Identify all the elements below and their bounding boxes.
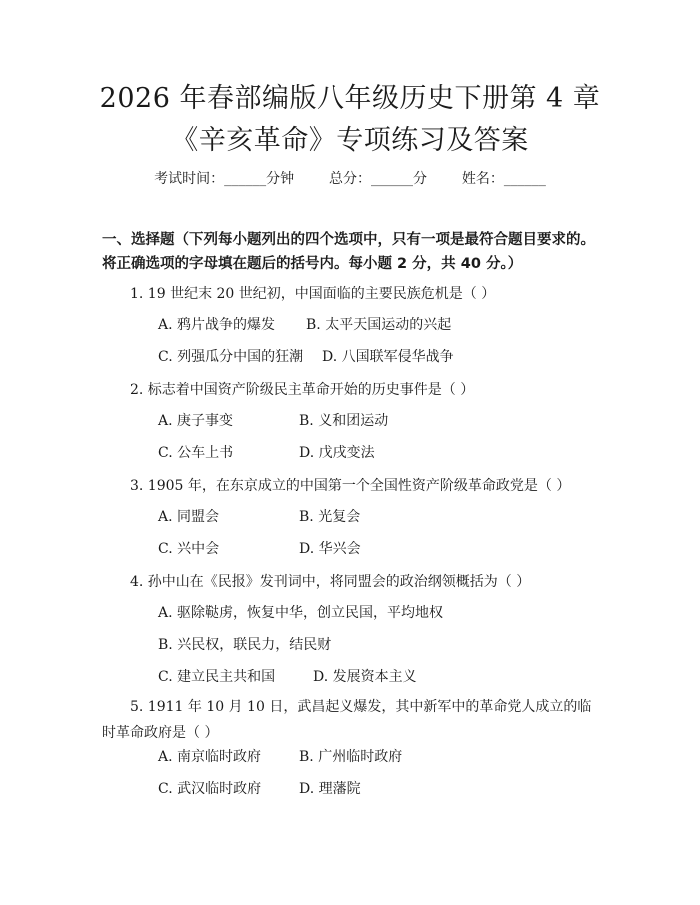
question-3-option-a: A. 同盟会 xyxy=(158,509,220,525)
question-4: 4. 孙中山在《民报》发刊词中，将同盟会的政治纲领概括为（ ） xyxy=(130,574,531,590)
question-4-option-b: B. 兴民权，联民力，结民财 xyxy=(158,637,332,653)
question-4-option-d: D. 发展资本主义 xyxy=(313,669,417,685)
question-5-option-c: C. 武汉临时政府 xyxy=(158,781,262,797)
question-1-option-b: B. 太平天国运动的兴起 xyxy=(306,317,452,333)
question-1-option-c: C. 列强瓜分中国的狂潮 xyxy=(158,349,304,365)
question-3-option-b: B. 光复会 xyxy=(299,509,361,525)
question-5-option-a: A. 南京临时政府 xyxy=(158,749,262,765)
question-1-option-a: A. 鸦片战争的爆发 xyxy=(158,317,276,333)
question-1: 1. 19 世纪末 20 世纪初，中国面临的主要民族危机是（ ） xyxy=(130,286,496,302)
question-4-option-a: A. 驱除鞑虏，恢复中华，创立民国，平均地权 xyxy=(158,605,444,621)
question-3: 3. 1905 年，在东京成立的中国第一个全国性资产阶级革命政党是（ ） xyxy=(130,478,571,494)
question-5: 5. 1911 年 10 月 10 日，武昌起义爆发，其中新军中的革命党人成立的临时革命政府是（ ） xyxy=(102,699,592,741)
question-2-option-d: D. 戊戌变法 xyxy=(299,445,375,461)
question-2-option-c: C. 公车上书 xyxy=(158,445,234,461)
student-name-field: 姓名：______ xyxy=(461,171,546,187)
question-2-option-a: A. 庚子事变 xyxy=(158,413,234,429)
document-title: 2026 年春部编版八年级历史下册第 4 章《辛亥革命》专项练习及答案 xyxy=(99,83,601,156)
exam-score: 总分：______分 xyxy=(329,171,427,187)
question-4-option-c: C. 建立民主共和国 xyxy=(158,669,276,685)
question-3-option-c: C. 兴中会 xyxy=(158,541,220,557)
exam-meta xyxy=(0,168,700,188)
question-1-option-d: D. 八国联军侵华战争 xyxy=(322,349,454,365)
question-2: 2. 标志着中国资产阶级民主革命开始的历史事件是（ ） xyxy=(130,382,475,398)
question-5-option-d: D. 理藩院 xyxy=(299,781,361,797)
section-heading: 一、选择题（下列每小题列出的四个选项中，只有一项是最符合题目要求的。将正确选项的字母填在题后的括号内。每小题 2 分，共 40 分。） xyxy=(102,232,595,272)
question-5-option-b: B. 广州临时政府 xyxy=(299,749,403,765)
question-3-option-d: D. 华兴会 xyxy=(299,541,361,557)
exam-time: 考试时间：______分钟 xyxy=(154,171,295,187)
question-2-option-b: B. 义和团运动 xyxy=(299,413,389,429)
